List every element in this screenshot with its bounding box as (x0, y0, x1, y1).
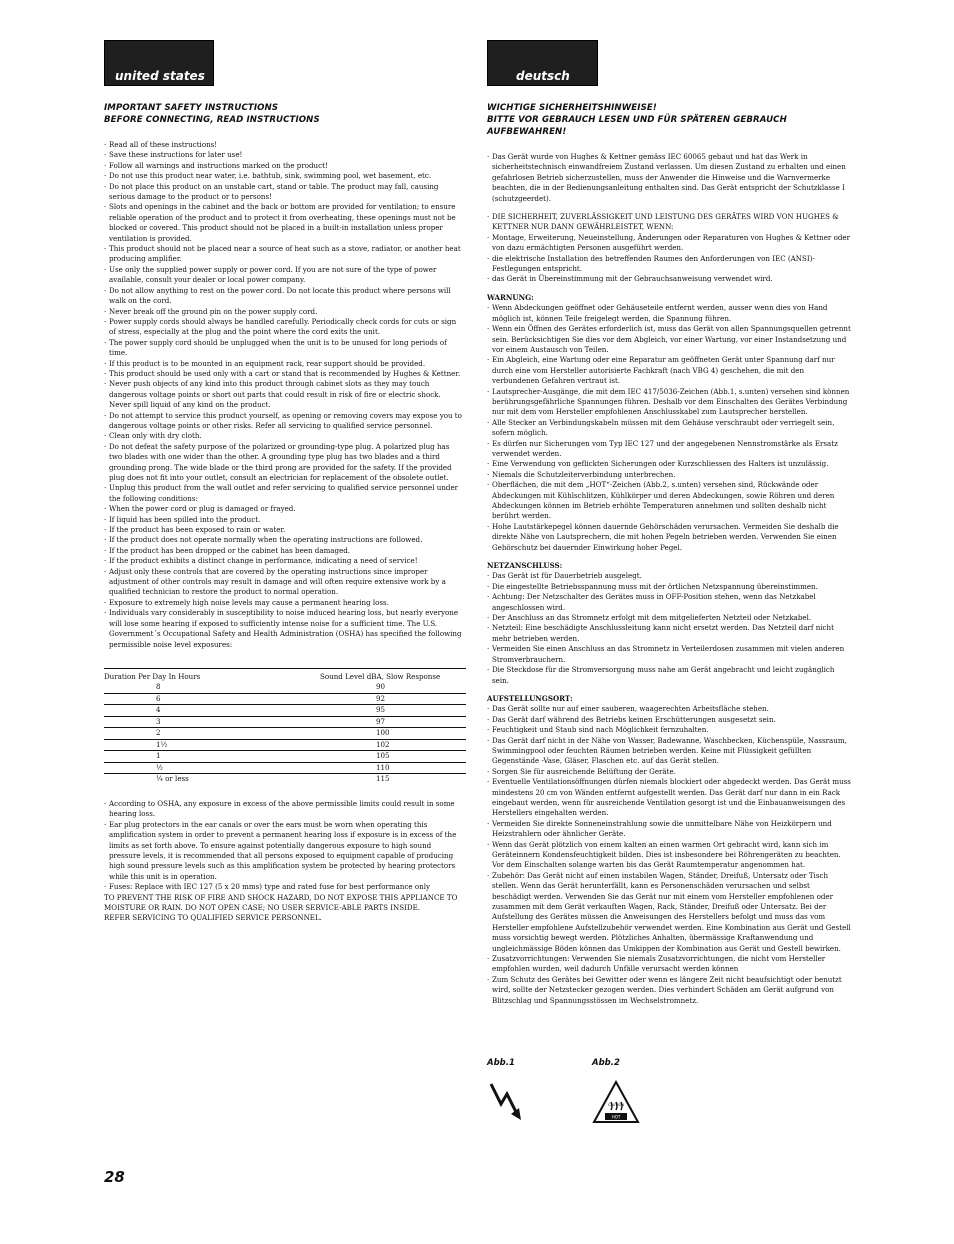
list-item: · If the product has been dropped or the cabinet has been damaged. (104, 546, 464, 556)
list-item: · Vermeiden Sie direkte Sonneneinstrahlung sowie die unmittelbare Nähe von Heizkörpern und Heizstrahlern oder ähnlicher Geräte. (487, 819, 851, 840)
closing-warning: TO PREVENT THE RISK OF FIRE AND SHOCK HAZARD, DO NOT EXPOSE THIS APPLIANCE TO MOISTURE OR RAIN. DO NOT OPEN CASE; NO USER SERVICE-ABLE PARTS INSIDE. (104, 892, 458, 912)
figure-abb2 (592, 1058, 640, 1128)
level-cell: 90 (376, 682, 386, 692)
figure-caption-abb1: Abb.1 (487, 1058, 515, 1068)
list-item: · Read all of these instructions! (104, 140, 464, 150)
list-item: · Clean only with dry cloth. (104, 431, 464, 441)
list-item: · Follow all warnings and instructions marked on the product! (104, 161, 464, 171)
duration-cell: 3 (156, 716, 161, 726)
list-item: · The power supply cord should be unplugged when the unit is to be unused for long periods of time. (104, 338, 464, 359)
list-item: · Das Gerät darf nicht in der Nähe von Wasser, Badewanne, Waschbecken, Küchenspüle, Nassraum, Swimmingpool oder feuchten Räumen betrieben werden. Keine mit Flüssigkeit gefüllten Gegenstände -Vase, Gläser, Flaschen etc. auf das Gerät stellen. (487, 736, 851, 767)
list-item: · Fuses: Replace with IEC 127 (5 x 20 mms) type and rated fuse for best performance only (104, 882, 464, 892)
hot-label-top: CAUTION (608, 1103, 624, 1107)
instruction-list (104, 140, 464, 650)
aufstellungsort-list (487, 704, 851, 1006)
list-item: · Es dürfen nur Sicherungen vom Typ IEC 127 und der angegebenen Nennstromstärke als Ersatz verwendet werden. (487, 439, 851, 460)
level-cell: 95 (376, 705, 386, 715)
list-item: · If liquid has been spilled into the product. (104, 515, 464, 525)
level-cell: 102 (376, 739, 390, 749)
list-item: · Save these instructions for later use! (104, 150, 464, 160)
figure-caption-abb2: Abb.2 (592, 1058, 620, 1068)
duration-cell: 2 (156, 728, 161, 738)
list-item: · Never push objects of any kind into this product through cabinet slots as they may touch dangerous voltage points or short out parts that could result in risk of fire or electric shock. Never spill liquid of any kind on the product. (104, 379, 464, 410)
duration-cell: 1 (156, 751, 161, 761)
list-item: · Unplug this product from the wall outlet and refer servicing to qualified service personnel under the following conditions: (104, 483, 464, 504)
page-number: 28 (104, 1168, 125, 1186)
lightning-bolt-icon (487, 1080, 527, 1126)
table-row (104, 694, 466, 706)
list-item: · Do not place this product on an unstable cart, stand or table. The product may fall, causing serious damage to the product or to persons! (104, 182, 464, 203)
list-item: · Exposure to extremely high noise levels may cause a permanent hearing loss. (104, 598, 464, 608)
table-row (104, 763, 466, 775)
list-item: · Die Steckdose für die Stromversorgung muss nahe am Gerät angebracht und leicht zugänglich sein. (487, 665, 851, 686)
level-cell: 97 (376, 716, 386, 726)
list-item: · This product should not be placed near a source of heat such as a stove, radiator, or another heat producing amplifier. (104, 244, 464, 265)
list-item: · Ear plug protectors in the ear canals or over the ears must be worn when operating this amplification system in order to prevent a permanent hearing loss if exposure is in excess of the limits as set forth above. To ensure against potentially dangerous exposure to high sound pressure levels, it is recommended that all persons exposed to equipment capable of producing high sound pressure levels such as this amplification system be protected by hearing protectors while this unit is in operation. (104, 820, 464, 882)
duration-cell: 8 (156, 682, 161, 692)
list-item: · Feuchtigkeit und Staub sind nach Möglichkeit fernzuhalten. (487, 725, 851, 735)
list-item: · Der Anschluss an das Stromnetz erfolgt mit dem mitgelieferten Netzteil oder Netzkabel. (487, 613, 851, 623)
list-item: · Use only the supplied power supply or power cord. If you are not sure of the type of power available, consult your dealer or local power company. (104, 265, 464, 286)
duration-cell: ¼ or less (156, 774, 189, 784)
list-item: · Vermeiden Sie einen Anschluss an das Stromnetz in Verteilerdosen zusammen mit vielen anderen Stromverbrauchern. (487, 644, 851, 665)
list-item: · Individuals vary considerably in susceptibility to noise induced hearing loss, but nearly everyone will lose some hearing if exposed to sufficiently intense noise for a sufficient time. The U.S. Government´s Occupational Safety and Health Administration (OSHA) has specified the following permissible noise level exposures: (104, 608, 464, 650)
list-item: · Montage, Erweiterung, Neueinstellung, Änderungen oder Reparaturen von Hughes & Kettner oder von dazu ermächtigten Personen ausgeführt werden. (487, 233, 851, 254)
table-row (104, 774, 466, 785)
list-item: · Das Gerät sollte nur auf einer sauberen, waagerechten Arbeitsfläche stehen. (487, 704, 851, 714)
figure-abb1 (487, 1058, 527, 1130)
list-item: · Achtung: Der Netzschalter des Gerätes muss in OFF-Position stehen, wenn das Netzkabel angeschlossen wird. (487, 592, 851, 613)
list-item: · das Gerät in Übereinstimmung mit der Gebrauchsanweisung verwendet wird. (487, 274, 851, 284)
list-item: · Zusatzvorrichtungen: Verwenden Sie niemals Zusatzvorrichtungen, die nicht vom Hersteller empfohlen wurden, weil dadurch Unfälle verursacht werden können (487, 954, 851, 975)
list-item: · Lautsprecher-Ausgänge, die mit dem IEC 417/5036-Zeichen (Abb.1, s.unten) versehen sind können berührungsgefährliche Spannungen führen. Deshalb vor dem Einschalten des Gerätes Verbindung nur mit dem vom Hersteller empfohlenen Anschlusskabel zum Lautsprecher herstellen. (487, 387, 851, 418)
list-item: · Ein Abgleich, eine Wartung oder eine Reparatur am geöffneten Gerät unter Spannung darf nur durch eine vom Hersteller autorisierte Fachkraft (nach VBG 4) geschehen, die mit den verbundenen Gefahren vertraut ist. (487, 355, 851, 386)
list-item: · Do not defeat the safety purpose of the polarized or grounding-type plug. A polarized plug has two blades with one wider than the other. A grounding type plug has two blades and a third grounding prong. The wide blade or the third prong are provided for the safety. If the provided plug does not fit into your outlet, consult an electrician for replacement of the obsolete outlet. (104, 442, 464, 484)
netzanschluss-list (487, 571, 851, 685)
list-item: · When the power cord or plug is damaged or frayed. (104, 504, 464, 514)
list-item: · Do not attempt to service this product yourself, as opening or removing covers may expose you to dangerous voltage points or other risks. Refer all servicing to qualified service personnel. (104, 411, 464, 432)
level-cell: 100 (376, 728, 390, 738)
heading-line: AUFBEWAHREN! (487, 127, 567, 137)
list-item: · Wenn Abdeckungen geöffnet oder Gehäuseteile entfernt werden, ausser wenn dies von Hand möglich ist, können Teile freigelegt werden, die Spannung führen. (487, 303, 851, 324)
list-item: · Das Gerät darf während des Betriebs keinen Erschütterungen ausgesetzt sein. (487, 715, 851, 725)
list-item: · If the product exhibits a distinct change in performance, indicating a need of service! (104, 556, 464, 566)
column-header-duration: Duration Per Day In Hours (104, 671, 201, 681)
list-item: · If the product has been exposed to rain or water. (104, 525, 464, 535)
list-item: · If this product is to be mounted in an equipment rack, rear support should be provided. (104, 359, 464, 369)
list-item: · Eine Verwendung von geflickten Sicherungen oder Kurzschliessen des Halters ist unzulässig. (487, 459, 851, 469)
list-item: · Oberflächen, die mit dem „HOT“-Zeichen (Abb.2, s.unten) versehen sind, Rückwände oder Abdeckungen mit Kühlschlitzen, Kühlkörper und deren Abdeckungen, sowie Röhren und deren Abdeckungen können im Betrieb erhöhte Temperaturen annehmen und sollten deshalb nicht berührt werden. (487, 480, 851, 522)
list-item: · If the product does not operate normally when the operating instructions are followed. (104, 535, 464, 545)
list-item: · Hohe Lautstärkepegel können dauernde Gehörschäden verursachen. Vermeiden Sie deshalb die direkte Nähe von Lautsprechern, die mit hohen Pegeln betrieben werden. Verwenden Sie einen Gehörschutz bei dauernder Einwirkung hoher Pegel. (487, 522, 851, 553)
list-item: · Power supply cords should always be handled carefully. Periodically check cords for cuts or sign of stress, especially at the plug and the point where the cord exits the unit. (104, 317, 464, 338)
duration-cell: ½ (156, 762, 163, 772)
english-column (104, 40, 464, 924)
table-row (104, 751, 466, 763)
column-header-level: Sound Level dBA, Slow Response (320, 671, 441, 681)
list-item: · Zum Schutz des Gerätes bei Gewitter oder wenn es längere Zeit nicht beaufsichtigt oder benutzt wird, sollte der Netzstecker gezogen werden. Dies verhindert Schäden am Gerät aufgrund von Blitzschlag und Spannungsstössen im Wechselstromnetz. (487, 975, 851, 1006)
hot-label-bottom: HOT (611, 1114, 621, 1120)
list-item: · Do not use this product near water, i.e. bathtub, sink, swimming pool, wet basement, etc. (104, 171, 464, 181)
list-item: · Sorgen Sie für ausreichende Belüftung der Geräte. (487, 767, 851, 777)
safety-statement-list (487, 212, 851, 233)
list-item: · This product should be used only with a cart or stand that is recommended by Hughes & Kettner. (104, 369, 464, 379)
list-item: · Die eingestellte Betriebsspannung muss mit der örtlichen Netzspannung übereinstimmen. (487, 582, 851, 592)
netzanschluss-title: NETZANSCHLUSS: (487, 561, 563, 571)
heading-line: WICHTIGE SICHERHEITSHINWEISE! (487, 103, 657, 113)
duration-cell: 4 (156, 705, 161, 715)
table-row (104, 682, 466, 694)
intro-list (487, 152, 851, 204)
table-header-row (104, 672, 466, 683)
section-tab-united-states: united states (104, 40, 214, 86)
safety-heading (104, 102, 464, 126)
list-item: · Niemals die Schutzleiterverbindung unterbrechen. (487, 470, 851, 480)
list-item: · Adjust only these controls that are covered by the operating instructions since improper adjustment of other controls may result in damage and will often require extensive work by a qualified technician to restore the product to normal operation. (104, 567, 464, 598)
heading-line: IMPORTANT SAFETY INSTRUCTIONS (104, 103, 279, 113)
table-row (104, 728, 466, 740)
duration-cell: 6 (156, 693, 161, 703)
list-item: · According to OSHA, any exposure in excess of the above permissible limits could result in some hearing loss. (104, 799, 464, 820)
list-item: · Wenn das Gerät plötzlich von einem kalten an einen warmen Ort gebracht wird, kann sich im Geräteinnern Kondensfeuchtigkeit bilden. Dies ist insbesondere bei Röhrengeräten zu beachten. Vor dem Einschalten solange warten bis das Gerät Raumtemperatur angenommen hat. (487, 840, 851, 871)
sicherheit-heading (487, 102, 851, 138)
list-item: · Do not allow anything to rest on the power cord. Do not locate this product where persons will walk on the cord. (104, 286, 464, 307)
level-cell: 92 (376, 693, 386, 703)
table-row (104, 740, 466, 752)
noise-exposure-table (104, 668, 466, 785)
warnung-title: WARNUNG: (487, 292, 534, 302)
list-item: · Slots and openings in the cabinet and the back or bottom are provided for ventilation; to ensure reliable operation of the product and to protect it from overheating, these openings must not be blocked or covered. This product should not be placed in a built-in installation unless proper ventilation is provided. (104, 202, 464, 244)
list-item: · die elektrische Installation des betreffenden Raumes den Anforderungen von IEC (ANSI)-Festlegungen entspricht. (487, 254, 851, 275)
hot-surface-warning-icon (592, 1080, 640, 1124)
safety-conditions-list (487, 233, 851, 285)
german-column (487, 40, 851, 1006)
level-cell: 110 (376, 762, 390, 772)
warnung-list (487, 303, 851, 553)
closing-servicing: REFER SERVICING TO QUALIFIED SERVICE PERSONNEL. (104, 913, 322, 923)
list-item: · Zubehör: Das Gerät nicht auf einen instabilen Wagen, Ständer, Dreifuß, Untersatz oder Tisch stellen. Wenn das Gerät herunterfällt, kann es Personenschäden verursachen und selbst beschädigt werden. Verwenden Sie das Gerät nur mit einem vom Hersteller empfohlenen oder zusammen mit dem Gerät verkauften Wagen, Rack, Ständer, Dreifuß oder Untersatz. Bei der Aufstellung des Gerätes müssen die Anweisungen des Herstellers befolgt und muss das vom Hersteller empfohlene Aufstellzubehör verwendet werden. Eine Kombination aus Gerät und Gestell muss vorsichtig bewegt werden. Plötzliches Anhalten, übermässige Kraftanwendung und ungleichmässige Böden können das Umkippen der Kombination aus Gerät und Gestell bewirken. (487, 871, 851, 954)
instruction-list-2 (104, 799, 464, 893)
list-item: · Eventuelle Ventilationsöffnungen dürfen niemals blockiert oder abgedeckt werden. Das Gerät muss mindestens 20 cm von Wänden entfernt aufgestellt werden. Das Gerät darf nur dann in ein Rack eingebaut werden, wenn für ausreichende Ventilation gesorgt ist und die Einbauanweisungen des Herstellers eingehalten werden. (487, 777, 851, 819)
list-item: · Never break off the ground pin on the power supply cord. (104, 307, 464, 317)
aufstellungsort-title: AUFSTELLUNGSORT: (487, 693, 573, 703)
table-row (104, 717, 466, 729)
heading-line: BITTE VOR GEBRAUCH LESEN UND FÜR SPÄTEREN GEBRAUCH (487, 115, 787, 125)
list-item: · Alle Stecker an Verbindungskabeln müssen mit dem Gehäuse verschraubt oder verriegelt sein, sofern möglich. (487, 418, 851, 439)
safety-statement: · DIE SICHERHEIT, ZUVERLÄSSIGKEIT UND LEISTUNG DES GERÄTES WIRD VON HUGHES & KETTNER NUR DANN GEWÄHRLEISTET, WENN: (487, 212, 851, 233)
table-row (104, 705, 466, 717)
list-item: · Das Gerät ist für Dauerbetrieb ausgelegt. (487, 571, 851, 581)
heading-line: BEFORE CONNECTING, READ INSTRUCTIONS (104, 115, 320, 125)
level-cell: 105 (376, 751, 390, 761)
section-tab-deutsch: deutsch (487, 40, 598, 86)
list-item: · Netzteil: Eine beschädigte Anschlussleitung kann nicht ersetzt werden. Das Netzteil darf nicht mehr betrieben werden. (487, 623, 851, 644)
list-item: · Wenn ein Öffnen des Gerätes erforderlich ist, muss das Gerät von allen Spannungsquellen getrennt sein. Berücksichtigen Sie dies vor dem Abgleich, vor einer Wartung, vor einer Instandsetzung und vor einem Austausch von Teilen. (487, 324, 851, 355)
intro-text: · Das Gerät wurde von Hughes & Kettner gemäss IEC 60065 gebaut und hat das Werk in sicherheitstechnisch einwandfreiem Zustand verlassen. Um diesen Zustand zu erhalten und einen gefahrlosen Betrieb sicherzustellen, muss der Anwender die Hinweise und die Warnvermerke beachten, die in der Bedienungsanleitung enthalten sind. Das Gerät entspricht der Schutzklasse I (schutzgeerdet). (487, 152, 851, 204)
level-cell: 115 (376, 774, 390, 784)
duration-cell: 1½ (156, 739, 168, 749)
